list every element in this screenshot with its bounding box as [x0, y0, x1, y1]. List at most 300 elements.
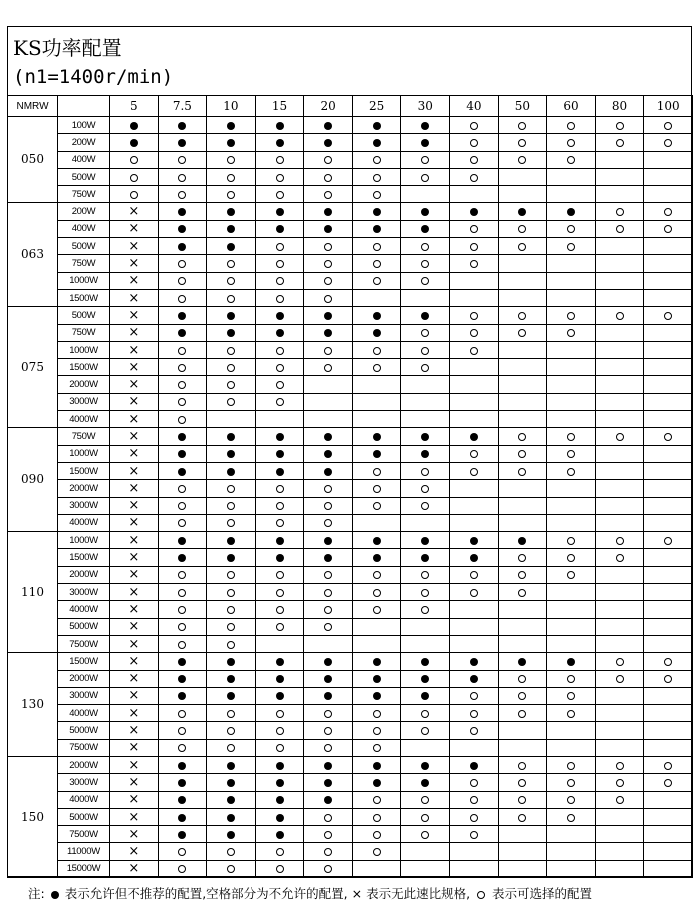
config-cell: [450, 307, 499, 324]
config-cell: [304, 307, 353, 324]
config-cell: [352, 359, 401, 376]
filled-dot-icon: [276, 831, 284, 839]
open-circle-icon: [227, 571, 235, 579]
config-cell: [547, 756, 596, 773]
config-cell: [352, 255, 401, 272]
config-cell: [304, 756, 353, 773]
config-cell: [255, 566, 304, 583]
config-cell: [158, 341, 207, 358]
filled-dot-icon: [470, 554, 478, 562]
config-cell: [450, 168, 499, 185]
open-circle-icon: [567, 156, 575, 164]
open-circle-icon: [616, 225, 624, 233]
filled-dot-icon: [227, 329, 235, 337]
open-circle-icon: [664, 762, 672, 770]
open-circle-icon: [373, 814, 381, 822]
config-cell: [401, 134, 450, 151]
config-cell: [595, 289, 644, 306]
config-cell: [644, 826, 693, 843]
cross-icon: ×: [128, 757, 140, 773]
open-circle-icon: [276, 260, 284, 268]
config-cell: [110, 462, 159, 479]
config-cell: [158, 411, 207, 428]
open-circle-icon: [178, 156, 186, 164]
open-circle-icon: [373, 710, 381, 718]
config-cell: [547, 480, 596, 497]
config-cell: [450, 376, 499, 393]
config-cell: [547, 618, 596, 635]
table-row: [8, 739, 693, 756]
config-cell: [352, 756, 401, 773]
power-cell: 5000W: [58, 618, 110, 635]
config-cell: [644, 601, 693, 618]
config-cell: [595, 168, 644, 185]
open-circle-icon: [227, 295, 235, 303]
open-circle-icon: [227, 641, 235, 649]
filled-dot-icon: [276, 675, 284, 683]
config-cell: [595, 722, 644, 739]
config-cell: [498, 808, 547, 825]
config-cell: [110, 324, 159, 341]
config-cell: [547, 705, 596, 722]
open-circle-icon: [470, 796, 478, 804]
table-row: [8, 670, 693, 687]
config-cell: [401, 307, 450, 324]
config-cell: [401, 393, 450, 410]
config-cell: [158, 826, 207, 843]
config-cell: [450, 238, 499, 255]
config-cell: [158, 808, 207, 825]
open-circle-icon: [421, 727, 429, 735]
config-cell: [158, 843, 207, 860]
config-cell: [255, 445, 304, 462]
config-cell: [110, 151, 159, 168]
open-circle-icon: [470, 571, 478, 579]
config-cell: [207, 117, 256, 134]
open-circle-icon: [373, 744, 381, 752]
config-cell: [547, 255, 596, 272]
config-cell: [547, 808, 596, 825]
config-cell: [644, 687, 693, 704]
power-cell: 750W: [58, 428, 110, 445]
config-cell: [450, 220, 499, 237]
table-row: [8, 220, 693, 237]
table-row: [8, 705, 693, 722]
filled-dot-icon: [178, 243, 186, 251]
open-circle-icon: [567, 433, 575, 441]
open-circle-icon: [276, 519, 284, 527]
filled-dot-icon: [227, 243, 235, 251]
config-cell: [644, 393, 693, 410]
config-cell: [498, 566, 547, 583]
config-cell: [352, 480, 401, 497]
table-row: [8, 584, 693, 601]
config-cell: [595, 117, 644, 134]
power-cell: 5000W: [58, 808, 110, 825]
open-circle-icon: [567, 571, 575, 579]
open-circle-icon: [276, 710, 284, 718]
config-cell: [498, 324, 547, 341]
filled-dot-icon: [227, 554, 235, 562]
open-circle-icon: [373, 589, 381, 597]
open-circle-icon: [470, 243, 478, 251]
open-circle-icon: [324, 589, 332, 597]
config-cell: [207, 584, 256, 601]
config-cell: [110, 411, 159, 428]
ratio-header: 15: [255, 96, 304, 117]
config-cell: [644, 843, 693, 860]
open-circle-icon: [616, 779, 624, 787]
open-circle-icon: [518, 710, 526, 718]
config-cell: [595, 774, 644, 791]
config-cell: [255, 411, 304, 428]
config-cell: [110, 376, 159, 393]
open-circle-icon: [470, 329, 478, 337]
filled-dot-icon: [276, 658, 284, 666]
config-cell: [498, 705, 547, 722]
config-cell: [207, 359, 256, 376]
config-cell: [158, 238, 207, 255]
config-cell: [207, 324, 256, 341]
config-cell: [304, 341, 353, 358]
config-cell: [255, 774, 304, 791]
table-row: [8, 860, 693, 877]
open-circle-icon: [616, 554, 624, 562]
config-cell: [255, 289, 304, 306]
page-subtitle: (n1=1400r/min): [13, 66, 174, 88]
filled-dot-icon: [178, 692, 186, 700]
config-cell: [401, 272, 450, 289]
config-cell: [352, 653, 401, 670]
ratio-header: 20: [304, 96, 353, 117]
filled-dot-icon: [276, 762, 284, 770]
open-circle-icon: [324, 277, 332, 285]
cross-icon: ×: [128, 826, 140, 842]
open-circle-icon: [567, 762, 575, 770]
filled-dot-icon: [421, 208, 429, 216]
config-cell: [158, 151, 207, 168]
config-cell: [304, 497, 353, 514]
filled-dot-icon: [373, 225, 381, 233]
config-cell: [644, 272, 693, 289]
config-cell: [255, 238, 304, 255]
config-cell: [207, 532, 256, 549]
open-circle-icon: [276, 381, 284, 389]
config-cell: [110, 255, 159, 272]
config-cell: [352, 739, 401, 756]
config-cell: [644, 220, 693, 237]
config-cell: [352, 203, 401, 220]
config-cell: [595, 497, 644, 514]
config-cell: [255, 514, 304, 531]
config-cell: [110, 635, 159, 652]
table-row: [8, 151, 693, 168]
filled-dot-icon: [324, 762, 332, 770]
open-circle-icon: [518, 468, 526, 476]
config-cell: [158, 722, 207, 739]
filled-dot-icon: [227, 658, 235, 666]
corner-label: NMRW: [8, 96, 58, 117]
config-cell: [498, 756, 547, 773]
config-cell: [255, 168, 304, 185]
filled-dot-icon: [227, 831, 235, 839]
filled-dot-icon: [324, 329, 332, 337]
filled-dot-icon: [227, 208, 235, 216]
config-cell: [352, 376, 401, 393]
open-circle-icon: [227, 156, 235, 164]
config-cell: [158, 618, 207, 635]
open-circle-icon: [470, 312, 478, 320]
config-cell: [644, 445, 693, 462]
config-cell: [352, 826, 401, 843]
table-row: [8, 117, 693, 134]
config-cell: [595, 255, 644, 272]
open-circle-icon: [130, 156, 138, 164]
open-circle-icon: [518, 554, 526, 562]
config-cell: [401, 428, 450, 445]
config-cell: [498, 670, 547, 687]
config-cell: [401, 808, 450, 825]
open-circle-icon: [567, 710, 575, 718]
filled-dot-icon: [227, 814, 235, 822]
open-circle-icon: [324, 727, 332, 735]
frame-size-cell: 075: [8, 307, 58, 428]
config-cell: [304, 151, 353, 168]
config-cell: [304, 584, 353, 601]
open-circle-icon: [664, 312, 672, 320]
cross-icon: ×: [128, 290, 140, 306]
config-cell: [110, 289, 159, 306]
config-cell: [644, 289, 693, 306]
config-cell: [644, 480, 693, 497]
open-circle-icon: [373, 277, 381, 285]
open-circle-icon: [178, 174, 186, 182]
filled-dot-icon: [178, 658, 186, 666]
config-cell: [255, 687, 304, 704]
open-circle-icon: [616, 762, 624, 770]
filled-dot-icon: [324, 675, 332, 683]
filled-dot-icon: [324, 658, 332, 666]
config-cell: [158, 601, 207, 618]
open-circle-icon: [421, 329, 429, 337]
filled-dot-icon: [373, 208, 381, 216]
config-cell: [595, 134, 644, 151]
cross-icon: ×: [128, 740, 140, 756]
config-cell: [255, 272, 304, 289]
open-circle-icon: [616, 537, 624, 545]
config-cell: [352, 843, 401, 860]
open-circle-icon: [421, 347, 429, 355]
open-circle-icon: [324, 347, 332, 355]
cross-icon: ×: [128, 325, 140, 341]
config-cell: [255, 186, 304, 203]
config-cell: [498, 255, 547, 272]
open-circle-icon: [178, 641, 186, 649]
config-cell: [498, 826, 547, 843]
config-cell: [255, 670, 304, 687]
config-cell: [547, 359, 596, 376]
open-circle-icon: [518, 122, 526, 130]
table-row: [8, 618, 693, 635]
filled-dot-icon: [373, 537, 381, 545]
filled-dot-icon: [470, 762, 478, 770]
cross-icon: ×: [128, 550, 140, 566]
config-cell: [352, 341, 401, 358]
config-cell: [255, 376, 304, 393]
config-cell: [304, 393, 353, 410]
open-circle-icon: [324, 571, 332, 579]
cross-icon: ×: [128, 463, 140, 479]
filled-dot-icon: [421, 312, 429, 320]
filled-dot-icon: [178, 814, 186, 822]
config-cell: [498, 411, 547, 428]
config-cell: [401, 324, 450, 341]
open-circle-icon: [373, 727, 381, 735]
filled-dot-icon: [373, 779, 381, 787]
config-cell: [401, 687, 450, 704]
open-circle-icon: [421, 606, 429, 614]
open-circle-icon: [276, 606, 284, 614]
config-cell: [207, 134, 256, 151]
open-circle-icon: [616, 658, 624, 666]
table-row: [8, 272, 693, 289]
config-cell: [644, 549, 693, 566]
config-cell: [401, 532, 450, 549]
open-circle-icon: [470, 468, 478, 476]
open-circle-icon: [227, 364, 235, 372]
open-circle-icon: [664, 208, 672, 216]
open-circle-icon: [276, 571, 284, 579]
config-cell: [401, 774, 450, 791]
filled-dot-icon: [421, 762, 429, 770]
config-cell: [498, 722, 547, 739]
config-cell: [304, 635, 353, 652]
filled-dot-icon: [276, 433, 284, 441]
filled-dot-icon: [227, 468, 235, 476]
config-cell: [595, 791, 644, 808]
config-cell: [255, 826, 304, 843]
config-cell: [401, 238, 450, 255]
table-row: [8, 653, 693, 670]
power-cell: 1500W: [58, 653, 110, 670]
table-row: [8, 289, 693, 306]
config-cell: [304, 462, 353, 479]
filled-dot-icon: [324, 779, 332, 787]
open-circle-icon: [470, 692, 478, 700]
config-cell: [450, 324, 499, 341]
open-circle-icon: [470, 347, 478, 355]
open-circle-icon: [470, 122, 478, 130]
config-cell: [401, 220, 450, 237]
cross-icon: ×: [128, 584, 140, 600]
config-cell: [352, 532, 401, 549]
open-circle-icon: [616, 122, 624, 130]
open-circle-icon: [373, 571, 381, 579]
config-cell: [401, 359, 450, 376]
config-cell: [644, 860, 693, 877]
open-circle-icon: [227, 710, 235, 718]
open-circle-icon: [518, 762, 526, 770]
config-cell: [595, 220, 644, 237]
config-cell: [498, 359, 547, 376]
table-row: [8, 843, 693, 860]
config-cell: [644, 341, 693, 358]
open-circle-icon: [616, 796, 624, 804]
config-cell: [158, 549, 207, 566]
filled-dot-icon: [470, 675, 478, 683]
open-circle-icon: [227, 502, 235, 510]
config-cell: [304, 168, 353, 185]
config-cell: [255, 359, 304, 376]
config-cell: [304, 220, 353, 237]
config-cell: [255, 203, 304, 220]
filled-dot-icon: [373, 658, 381, 666]
config-cell: [304, 445, 353, 462]
open-circle-icon: [664, 779, 672, 787]
open-circle-icon: [421, 589, 429, 597]
power-cell: 4000W: [58, 791, 110, 808]
open-circle-icon: [324, 519, 332, 527]
config-cell: [207, 203, 256, 220]
config-cell: [352, 289, 401, 306]
filled-dot-icon: [324, 796, 332, 804]
open-circle-icon: [178, 606, 186, 614]
cross-icon: ×: [128, 394, 140, 410]
config-cell: [498, 393, 547, 410]
config-cell: [352, 428, 401, 445]
config-cell: [547, 826, 596, 843]
config-cell: [352, 705, 401, 722]
config-cell: [401, 411, 450, 428]
open-circle-icon: [324, 485, 332, 493]
config-cell: [304, 203, 353, 220]
power-cell: 4000W: [58, 411, 110, 428]
open-circle-icon: [567, 243, 575, 251]
config-cell: [255, 134, 304, 151]
legend-x-text: 表示无此速比规格,: [366, 886, 471, 901]
open-circle-icon: [178, 571, 186, 579]
config-cell: [450, 566, 499, 583]
open-circle-icon: [276, 243, 284, 251]
config-cell: [401, 843, 450, 860]
config-cell: [595, 151, 644, 168]
config-cell: [158, 428, 207, 445]
filled-dot-icon: [470, 433, 478, 441]
open-circle-icon: [227, 606, 235, 614]
cross-icon: ×: [128, 861, 140, 877]
open-circle-icon: [276, 727, 284, 735]
config-cell: [498, 462, 547, 479]
config-cell: [255, 601, 304, 618]
open-circle-icon: [324, 710, 332, 718]
table-row: [8, 635, 693, 652]
config-cell: [450, 532, 499, 549]
config-cell: [255, 756, 304, 773]
table-row: [8, 808, 693, 825]
config-cell: [644, 653, 693, 670]
config-cell: [644, 359, 693, 376]
config-cell: [450, 289, 499, 306]
config-cell: [207, 341, 256, 358]
open-circle-icon: [373, 468, 381, 476]
config-cell: [547, 428, 596, 445]
page-title: KS功率配置: [13, 36, 122, 60]
power-cell: 3000W: [58, 774, 110, 791]
config-cell: [401, 514, 450, 531]
config-cell: [352, 462, 401, 479]
config-cell: [304, 255, 353, 272]
frame-size-cell: 050: [8, 117, 58, 203]
